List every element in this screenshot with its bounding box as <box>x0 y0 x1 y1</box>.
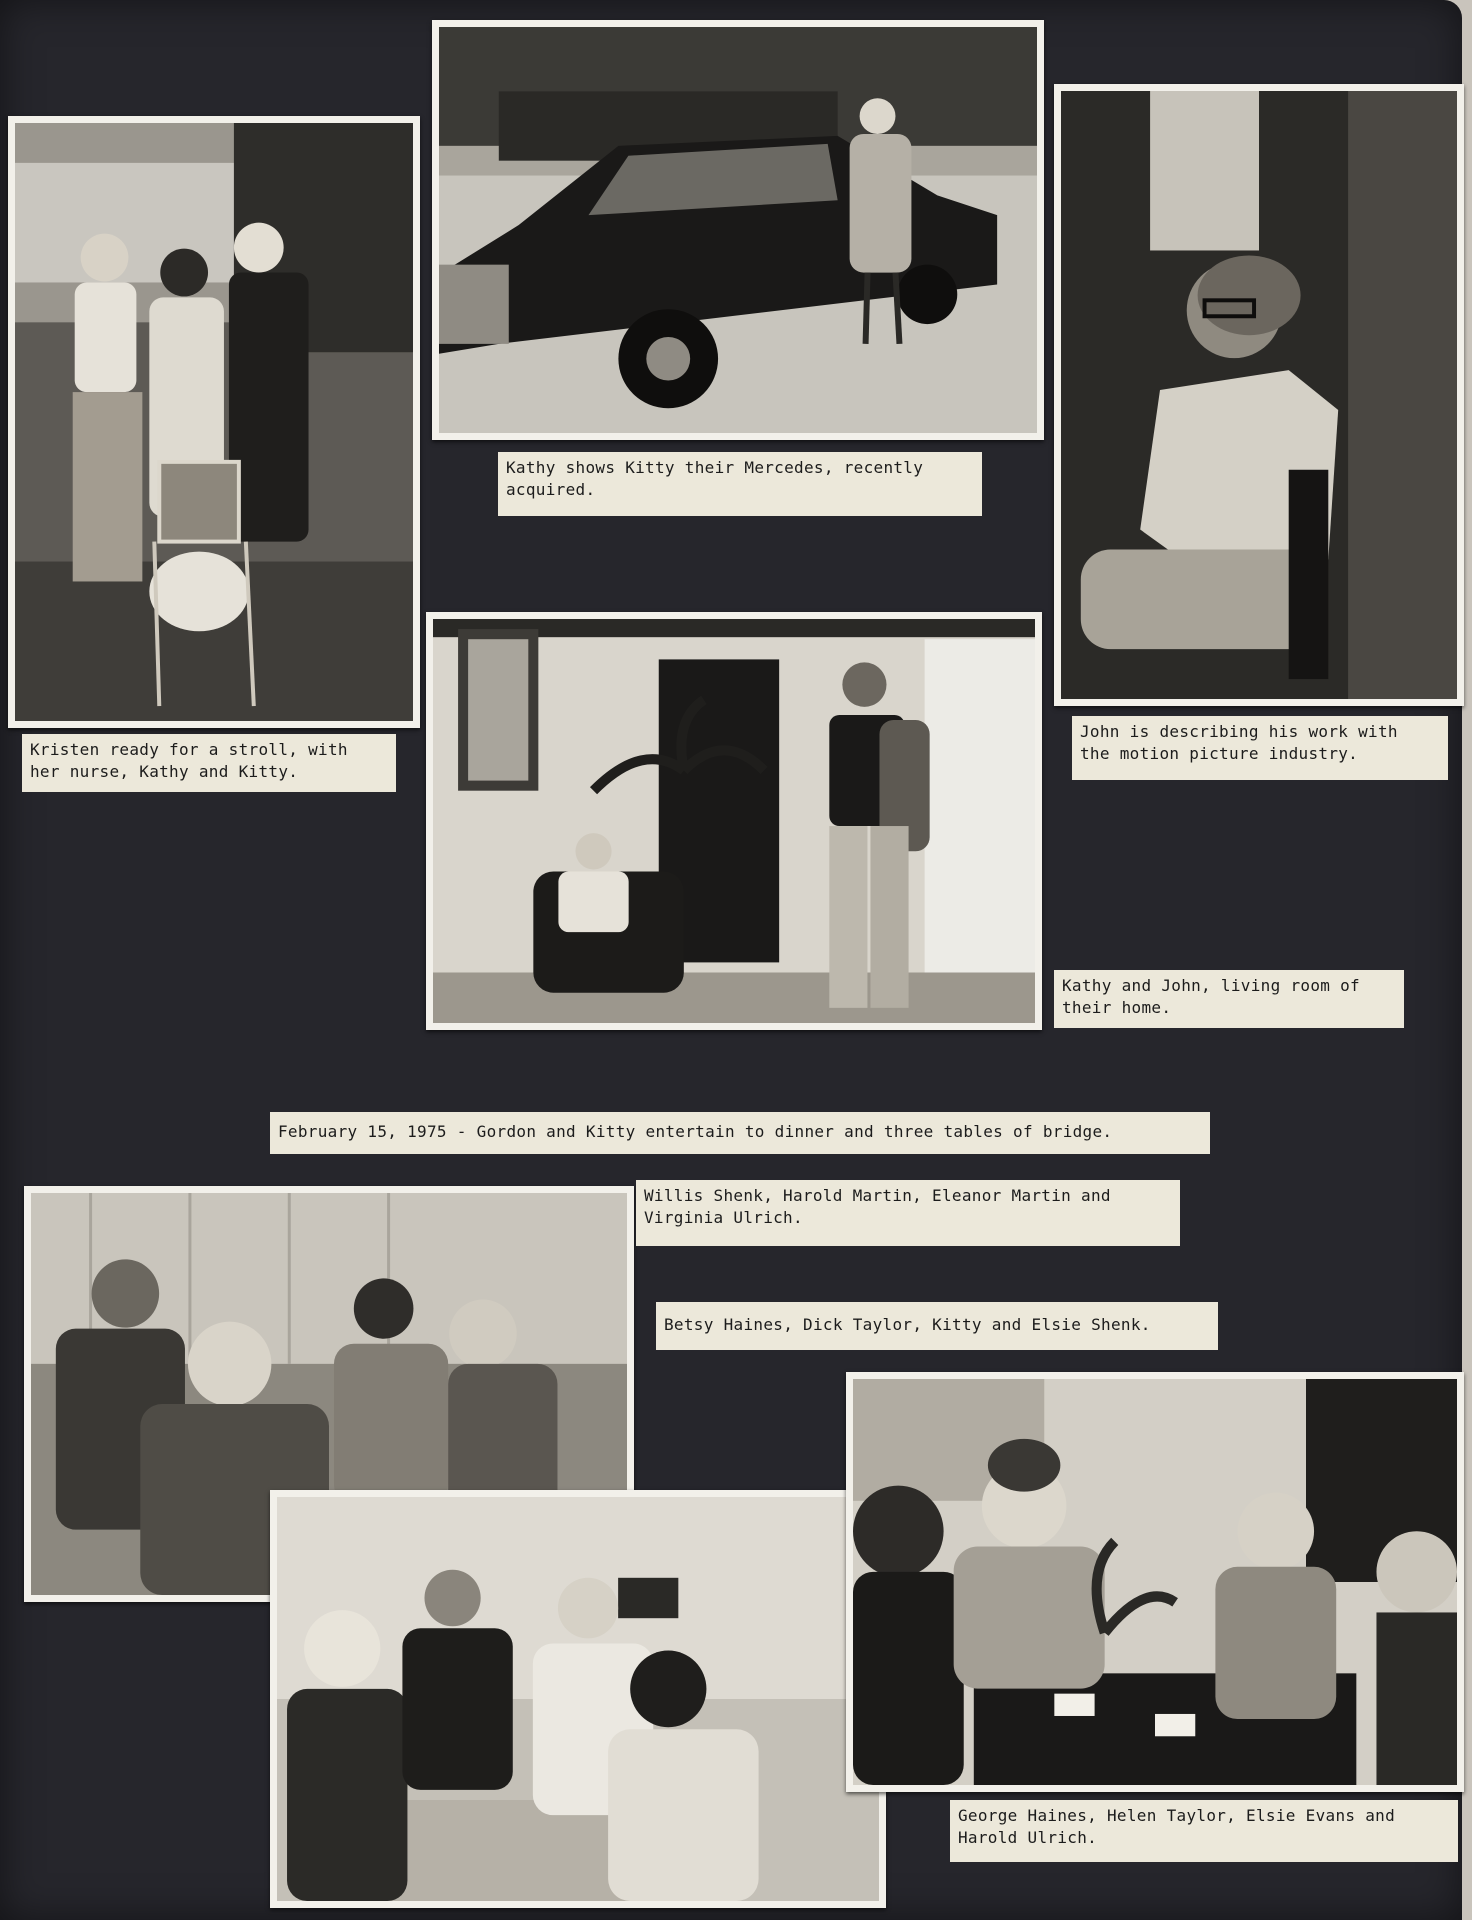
caption-table-two: Betsy Haines, Dick Taylor, Kitty and Elsie Shenk. <box>656 1302 1218 1350</box>
caption-stroll: Kristen ready for a stroll, with her nurse, Kathy and Kitty. <box>22 734 396 792</box>
photo-living-room <box>426 612 1042 1030</box>
caption-table-three: George Haines, Helen Taylor, Elsie Evans and Harold Ulrich. <box>950 1800 1458 1862</box>
caption-mercedes: Kathy shows Kitty their Mercedes, recently acquired. <box>498 452 982 516</box>
photo-john <box>1054 84 1464 706</box>
caption-table-one: Willis Shenk, Harold Martin, Eleanor Martin and Virginia Ulrich. <box>636 1180 1180 1246</box>
photo-stroll <box>8 116 420 728</box>
photo-bridge-table-two <box>270 1490 886 1908</box>
photo-mercedes <box>432 20 1044 440</box>
photo-bridge-table-three <box>846 1372 1464 1792</box>
caption-john-work: John is describing his work with the motion picture industry. <box>1072 716 1448 780</box>
caption-living-room: Kathy and John, living room of their home. <box>1054 970 1404 1028</box>
dinner-heading: February 15, 1975 - Gordon and Kitty entertain to dinner and three tables of bridge. <box>270 1112 1210 1154</box>
